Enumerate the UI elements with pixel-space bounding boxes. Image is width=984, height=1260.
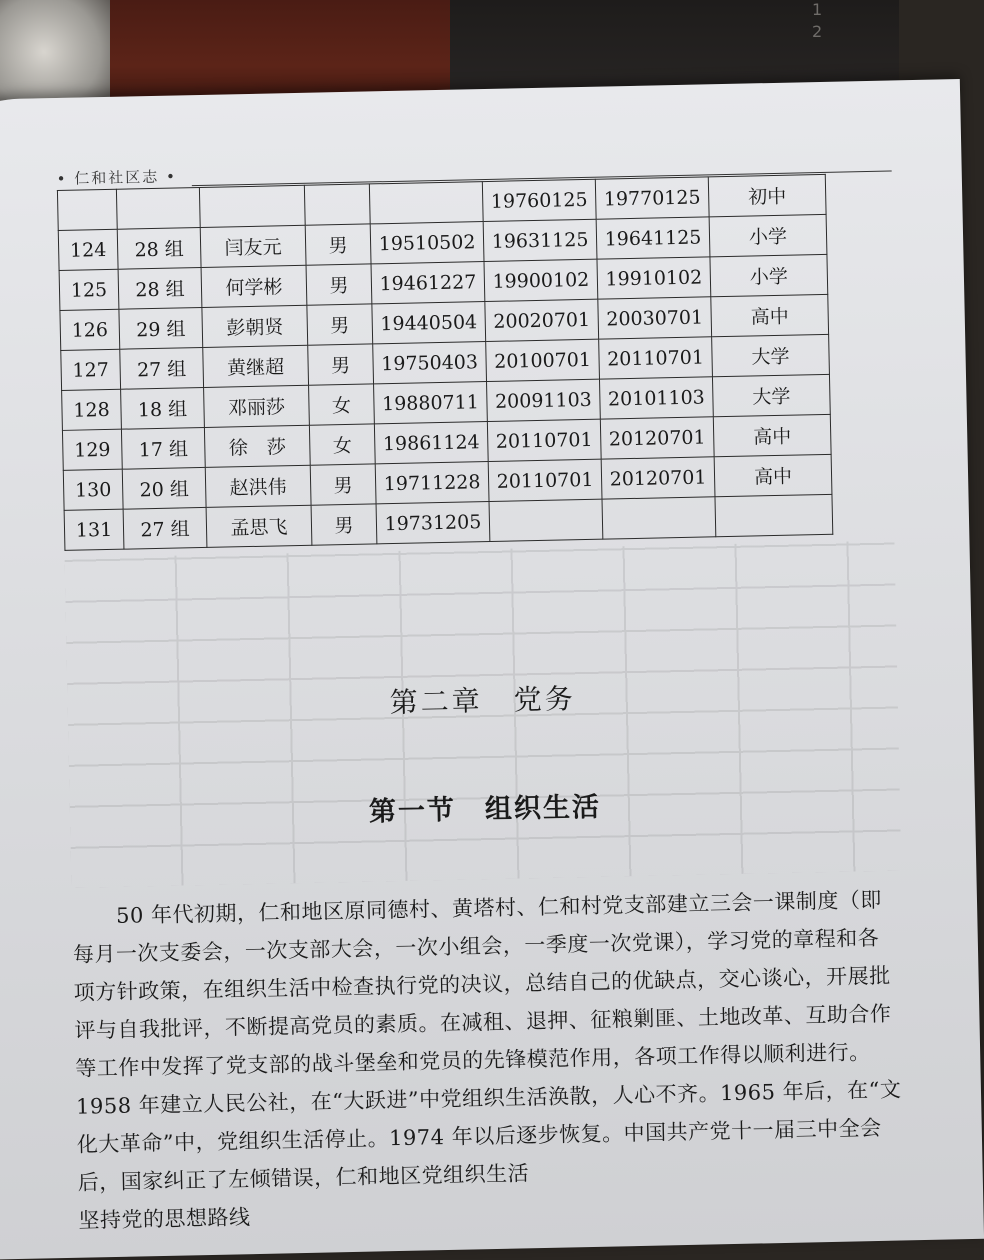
cell-education: 高中: [711, 294, 829, 336]
cell-sex: [304, 184, 370, 225]
cell-full-date: 19910102: [597, 257, 711, 299]
book-page: [0, 79, 984, 1260]
cell-name: 何学彬: [201, 265, 307, 307]
cell-birth-date: 19731205: [376, 502, 490, 544]
body-line: 化大革命”中，党组织生活停止。1974 年以后逐步恢复。中国共产党十一届三中全会: [76, 1115, 882, 1157]
cell-full-date: 19770125: [595, 177, 709, 219]
cell-birth-date: 19510502: [370, 222, 484, 264]
body-line: 等工作中发挥了党支部的战斗堡垒和党员的先锋模范作用，各项工作得以顺利进行。: [75, 1040, 871, 1081]
cell-birth-date: [369, 182, 483, 224]
cell-number: 131: [64, 509, 124, 550]
cell-join-date: 19760125: [482, 179, 596, 221]
cell-group: 18 组: [121, 387, 205, 429]
page-content: [56, 121, 902, 1233]
body-text: [72, 881, 902, 1240]
body-line: 评与自我批评，不断提高党员的素质。在减租、退押、征粮剿匪、土地改革、互助合作: [74, 1001, 892, 1043]
cell-education: 初中: [708, 174, 826, 216]
cell-sex: 男: [311, 504, 377, 545]
cell-join-date: 20100701: [486, 339, 600, 381]
keyboard-key-label: 2: [812, 22, 823, 41]
cell-name: 彭朝贤: [202, 305, 308, 347]
cell-education: 高中: [713, 414, 831, 456]
cell-name: 邓丽莎: [204, 385, 310, 427]
cell-join-date: 20091103: [487, 379, 601, 421]
cell-full-date: 20030701: [598, 297, 712, 339]
roster-table: [57, 174, 833, 551]
cell-number: [57, 189, 117, 230]
cell-join-date: [489, 499, 603, 541]
chapter-title: 第二章 党务: [389, 682, 577, 720]
cell-birth-date: 19461227: [371, 262, 485, 304]
cell-birth-date: 19861124: [374, 422, 488, 464]
cell-education: 小学: [710, 254, 828, 296]
keyboard-key-label: 1: [812, 0, 823, 19]
cell-sex: 女: [309, 424, 375, 465]
body-line: 坚持党的思想路线: [78, 1205, 251, 1233]
cell-name: 黄继超: [203, 345, 309, 387]
cell-education: 大学: [712, 374, 830, 416]
cell-name: 闫友元: [200, 225, 306, 267]
cell-sex: 女: [309, 384, 375, 425]
cell-join-date: 19900102: [484, 259, 598, 301]
cell-name: 赵洪伟: [205, 465, 311, 507]
cell-sex: 男: [308, 344, 374, 385]
cell-name: 孟思飞: [206, 505, 312, 547]
cell-number: 128: [62, 389, 122, 430]
cell-group: 27 组: [123, 507, 207, 549]
cell-birth-date: 19750403: [373, 342, 487, 384]
cell-birth-date: 19440504: [372, 302, 486, 344]
cell-name: [199, 185, 305, 227]
cell-sex: 男: [310, 464, 376, 505]
cell-name: 徐 莎: [204, 425, 310, 467]
cell-number: 125: [59, 269, 119, 310]
cell-join-date: 19631125: [483, 219, 597, 261]
cell-number: 130: [63, 469, 123, 510]
section-title: 第一节 组织生活: [368, 791, 602, 828]
cell-group: 17 组: [121, 427, 205, 469]
cell-number: 129: [62, 429, 122, 470]
cell-group: 28 组: [117, 227, 201, 269]
running-head: • 仁和社区志 •: [56, 167, 178, 188]
cell-birth-date: 19711228: [375, 462, 489, 504]
cell-number: 124: [58, 229, 118, 270]
body-line: 后，国家纠正了左倾错误，仁和地区党组织生活: [77, 1161, 530, 1195]
body-line: 50 年代初期，仁和地区原同德村、黄塔村、仁和村党支部建立三会一课制度（即: [115, 887, 883, 928]
cell-full-date: 20120701: [601, 457, 715, 499]
cell-number: 127: [61, 349, 121, 390]
cell-join-date: 20110701: [488, 459, 602, 501]
cell-full-date: 19641125: [596, 217, 710, 259]
cell-full-date: 20120701: [600, 417, 714, 459]
cell-birth-date: 19880711: [374, 382, 488, 424]
cell-sex: 男: [306, 264, 372, 305]
cell-group: 28 组: [118, 267, 202, 309]
body-line: 每月一次支委会，一次支部大会，一次小组会，一季度一次党课），学习党的章程和各: [72, 925, 880, 967]
cell-sex: 男: [307, 304, 373, 345]
cell-full-date: 20101103: [599, 377, 713, 419]
cell-sex: 男: [305, 224, 371, 265]
cell-group: 29 组: [119, 307, 203, 349]
cell-full-date: [602, 497, 716, 539]
cell-number: 126: [60, 309, 120, 350]
cell-education: 高中: [714, 454, 832, 496]
cell-group: 27 组: [120, 347, 204, 389]
body-line: 1958 年建立人民公社，在“大跃进”中党组织生活涣散，人心不齐。1965 年后，在“文: [75, 1077, 902, 1119]
cell-group: [116, 188, 200, 230]
cell-education: 小学: [709, 214, 827, 256]
cell-full-date: 20110701: [599, 337, 713, 379]
cell-group: 20 组: [122, 467, 206, 509]
cell-join-date: 20110701: [487, 419, 601, 461]
cell-education: 大学: [712, 334, 830, 376]
cell-education: [715, 494, 833, 536]
body-line: 项方针政策，在组织生活中检查执行党的决议，总结自己的优缺点，交心谈心，开展批: [73, 963, 891, 1005]
cell-join-date: 20020701: [485, 299, 599, 341]
